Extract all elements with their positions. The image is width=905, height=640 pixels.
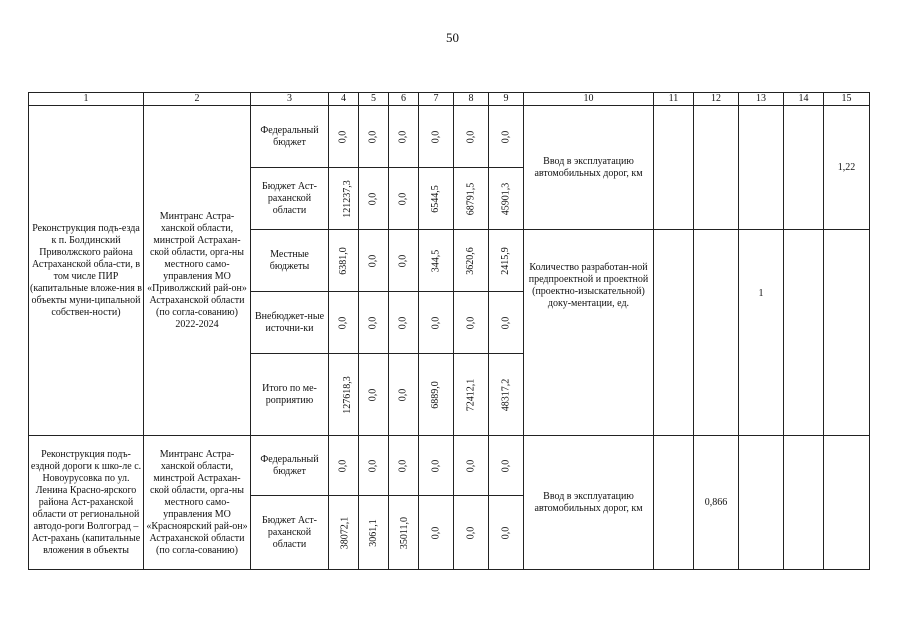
indicator-cell: Ввод в эксплуатацию автомобильных дорог, км — [524, 436, 654, 570]
funding-source: Бюджет Аст-раханской области — [251, 168, 329, 230]
value-cell — [454, 354, 489, 436]
value-text: 0,0 — [465, 130, 476, 143]
value-cell — [329, 230, 359, 292]
value-cell — [329, 496, 359, 570]
page-number: 50 — [446, 30, 459, 45]
value-text: 0,0 — [337, 316, 349, 329]
value-cell — [359, 230, 389, 292]
value-text: 0,0 — [397, 130, 409, 143]
value-cell — [454, 230, 489, 292]
program-table — [28, 92, 870, 570]
value-cell — [419, 436, 454, 496]
value-text: 45901,3 — [500, 182, 511, 215]
value-cell — [389, 106, 419, 168]
funding-source: Федеральный бюджет — [251, 436, 329, 496]
indicator-cell: Ввод в эксплуатацию автомобильных дорог, км — [524, 106, 654, 230]
value-cell — [359, 292, 389, 354]
value-text: 0,0 — [337, 130, 349, 143]
value-text: 0,0 — [500, 130, 511, 143]
value-text: 0,0 — [367, 459, 379, 472]
value-text: 0,0 — [430, 316, 441, 329]
measure-description: Реконструкция подъ-езда к п. Болдинский Приволжского района Астраханской обла-сти, в том числе ПИР (капитальные вложе-ния в объекты муни-ципальной собствен-ности) — [29, 106, 144, 436]
value-cell — [359, 436, 389, 496]
value-text: 6889,0 — [430, 380, 441, 409]
column-header: 14 — [784, 93, 824, 106]
column-header: 10 — [524, 93, 654, 106]
value-cell — [454, 436, 489, 496]
indicator-value-cell: 1,22 — [824, 106, 870, 230]
value-cell — [489, 354, 524, 436]
value-text: 0,0 — [337, 459, 349, 472]
column-header: 12 — [694, 93, 739, 106]
header-row — [29, 93, 870, 106]
value-cell — [419, 354, 454, 436]
value-text: 3061,1 — [367, 518, 379, 547]
value-cell — [454, 106, 489, 168]
value-text: 38072,1 — [339, 516, 351, 549]
value-cell — [489, 106, 524, 168]
value-cell — [454, 292, 489, 354]
table-row — [29, 106, 870, 168]
value-text: 0,0 — [500, 316, 511, 329]
value-text: 0,0 — [465, 526, 476, 539]
value-text: 344,5 — [430, 249, 441, 272]
value-text: 72412,1 — [465, 378, 476, 411]
value-text: 0,0 — [430, 130, 441, 143]
indicator-value-cell — [654, 106, 694, 230]
value-text: 0,0 — [397, 254, 409, 267]
value-text: 0,0 — [367, 130, 379, 143]
measure-executors: Минтранс Астра-ханской области, минстрой Астрахан-ской области, орга-ны местного само-управления МО «Приволжский рай-он» Астраханской области (по согла-сованию) 2022-2024 — [144, 106, 251, 436]
value-text: 6381,0 — [337, 246, 349, 275]
value-cell — [329, 292, 359, 354]
funding-source: Итого по ме-роприятию — [251, 354, 329, 436]
value-cell — [419, 292, 454, 354]
value-cell — [389, 354, 419, 436]
value-cell — [329, 354, 359, 436]
funding-source: Внебюджет-ные источни-ки — [251, 292, 329, 354]
indicator-value-cell: 1 — [739, 230, 784, 436]
indicator-value-cell: 0,866 — [694, 436, 739, 570]
value-cell — [419, 496, 454, 570]
value-text: 35011,0 — [399, 516, 411, 549]
value-text: 68791,5 — [465, 182, 476, 215]
indicator-value-cell — [739, 436, 784, 570]
indicator-value-cell — [694, 230, 739, 436]
value-cell — [419, 230, 454, 292]
value-text: 0,0 — [465, 316, 476, 329]
indicator-value-cell — [784, 436, 824, 570]
value-cell — [454, 496, 489, 570]
value-cell — [489, 292, 524, 354]
value-text: 0,0 — [397, 316, 409, 329]
value-cell — [329, 168, 359, 230]
value-text: 0,0 — [397, 192, 409, 205]
value-cell — [489, 168, 524, 230]
value-text: 121237,3 — [341, 179, 353, 218]
value-text: 0,0 — [367, 388, 379, 401]
funding-source: Федеральный бюджет — [251, 106, 329, 168]
value-cell — [359, 106, 389, 168]
column-header: 1 — [29, 93, 144, 106]
value-text: 0,0 — [430, 459, 441, 472]
value-text: 0,0 — [397, 459, 409, 472]
value-cell — [329, 106, 359, 168]
value-text: 48317,2 — [500, 378, 511, 411]
column-header: 8 — [454, 93, 489, 106]
indicator-value-cell — [654, 436, 694, 570]
value-text: 2415,9 — [500, 246, 511, 275]
value-text: 0,0 — [465, 459, 476, 472]
value-text: 127618,3 — [341, 375, 353, 414]
value-cell — [359, 168, 389, 230]
column-header: 3 — [251, 93, 329, 106]
value-text: 0,0 — [500, 459, 511, 472]
value-cell — [329, 436, 359, 496]
column-header: 6 — [389, 93, 419, 106]
value-text: 0,0 — [430, 526, 441, 539]
value-cell — [389, 496, 419, 570]
value-cell — [389, 292, 419, 354]
measure-executors: Минтранс Астра-ханской области, минстрой Астрахан-ской области, орга-ны местного само-управления МО «Красноярский рай-он» Астраханской области (по согла-сованию) — [144, 436, 251, 570]
indicator-value-cell — [824, 230, 870, 436]
indicator-value-cell — [824, 436, 870, 570]
value-cell — [489, 230, 524, 292]
value-text: 0,0 — [500, 526, 511, 539]
value-cell — [389, 230, 419, 292]
value-cell — [489, 496, 524, 570]
funding-source: Местные бюджеты — [251, 230, 329, 292]
value-cell — [454, 168, 489, 230]
value-text: 3620,6 — [465, 246, 476, 275]
value-cell — [359, 496, 389, 570]
column-header: 5 — [359, 93, 389, 106]
column-header: 13 — [739, 93, 784, 106]
indicator-value-cell — [739, 106, 784, 230]
indicator-value-cell — [694, 106, 739, 230]
value-text: 0,0 — [397, 388, 409, 401]
column-header: 11 — [654, 93, 694, 106]
table-row — [29, 436, 870, 496]
value-text: 0,0 — [367, 192, 379, 205]
indicator-cell: Количество разработан-ной предпроектной и проектной (проектно-изыскательной) доку-ментации, ед. — [524, 230, 654, 436]
indicator-value-cell — [784, 106, 824, 230]
value-cell — [389, 168, 419, 230]
column-header: 7 — [419, 93, 454, 106]
funding-source: Бюджет Аст-раханской области — [251, 496, 329, 570]
value-cell — [419, 106, 454, 168]
value-text: 0,0 — [367, 316, 379, 329]
value-cell — [389, 436, 419, 496]
value-text: 0,0 — [367, 254, 379, 267]
column-header: 15 — [824, 93, 870, 106]
value-text: 6544,5 — [430, 184, 441, 213]
measure-description: Реконструкция подъ-ездной дороги к шко-ле с. Новоурусовка по ул. Ленина Красно-ярского района Аст-раханской области от региональной автодо-роги Волгоград –Аст-рахань (капитальные вложения в объекты — [29, 436, 144, 570]
value-cell — [419, 168, 454, 230]
column-header: 2 — [144, 93, 251, 106]
value-cell — [359, 354, 389, 436]
column-header: 4 — [329, 93, 359, 106]
indicator-value-cell — [654, 230, 694, 436]
column-header: 9 — [489, 93, 524, 106]
indicator-value-cell — [784, 230, 824, 436]
value-cell — [489, 436, 524, 496]
